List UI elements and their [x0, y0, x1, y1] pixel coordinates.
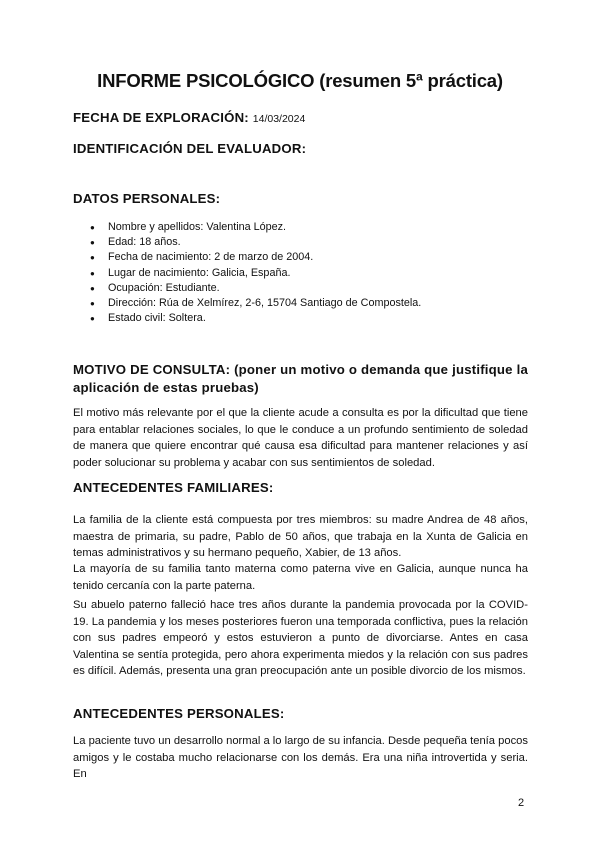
- family-history-heading: ANTECEDENTES FAMILIARES:: [73, 480, 274, 495]
- list-item: ● Fecha de nacimiento: 2 de marzo de 2004.: [73, 250, 421, 265]
- family-history-paragraph-1: La familia de la cliente está compuesta por tres miembros: su madre Andrea de 48 años, maestra de primaria, su padre, Pablo de 50 años, que trabaja en la Xunta de Galicia en temas administrativos y su hermano pequeño, Xabier, de 13 años.: [73, 514, 528, 559]
- personal-data-heading: DATOS PERSONALES:: [73, 191, 221, 206]
- family-history-paragraph-3: Su abuelo paterno falleció hace tres años durante la pandemia provocada por la COVID-19. La pandemia y los meses posteriores fueron una temporada conflictiva, pues la relación con sus padres empeoró y estos estuvieron a punto de divorciarse. Antes en casa Valentina se sentía protegida, pero ahora experimenta miedos y la relación con sus padres es difícil. Además, presenta una gran preocupación ante un posible divorcio de los mismos.: [73, 599, 528, 677]
- personal-data-list: [73, 220, 421, 326]
- list-item: ● Lugar de nacimiento: Galicia, España.: [73, 266, 421, 281]
- list-item: ● Edad: 18 años.: [73, 235, 421, 250]
- family-history-paragraph-2: La mayoría de su familia tanto materna como paterna vive en Galicia, aunque nunca ha tenido cercanía con la parte paterna.: [73, 563, 528, 592]
- report-title: INFORME PSICOLÓGICO (resumen 5ª práctica): [97, 70, 503, 91]
- list-item: ● Ocupación: Estudiante.: [73, 281, 421, 296]
- list-item: ● Nombre y apellidos: Valentina López.: [73, 220, 421, 235]
- consultation-reason-text: El motivo más relevante por el que la cliente acude a consulta es por la dificultad que tiene para entablar relaciones sociales, lo que le conduce a un profundo sentimiento de soledad de manera que quiere encontrar qué causa esa dificultad para mantener relaciones y así poder solucionar su problema y acabar con sus sentimientos de soledad.: [73, 407, 528, 469]
- exploration-date: [73, 110, 305, 125]
- list-item: ● Dirección: Rúa de Xelmírez, 2-6, 15704 Santiago de Compostela.: [73, 296, 421, 311]
- exploration-date-label: FECHA DE EXPLORACIÓN:: [73, 110, 249, 125]
- list-item: ● Estado civil: Soltera.: [73, 311, 421, 326]
- personal-history-text: La paciente tuvo un desarrollo normal a lo largo de su infancia. Desde pequeña tenía pocos amigos y le costaba mucho relacionarse con los demás. Era una niña introvertida y seria. En: [73, 735, 528, 780]
- personal-history-heading: ANTECEDENTES PERSONALES:: [73, 706, 285, 721]
- exploration-date-value: 14/03/2024: [252, 113, 306, 125]
- page-number: 2: [518, 797, 525, 809]
- evaluator-heading: IDENTIFICACIÓN DEL EVALUADOR:: [73, 141, 307, 156]
- consultation-reason-heading: MOTIVO DE CONSULTA: (poner un motivo o demanda que justifique la aplicación de estas pruebas): [73, 362, 528, 395]
